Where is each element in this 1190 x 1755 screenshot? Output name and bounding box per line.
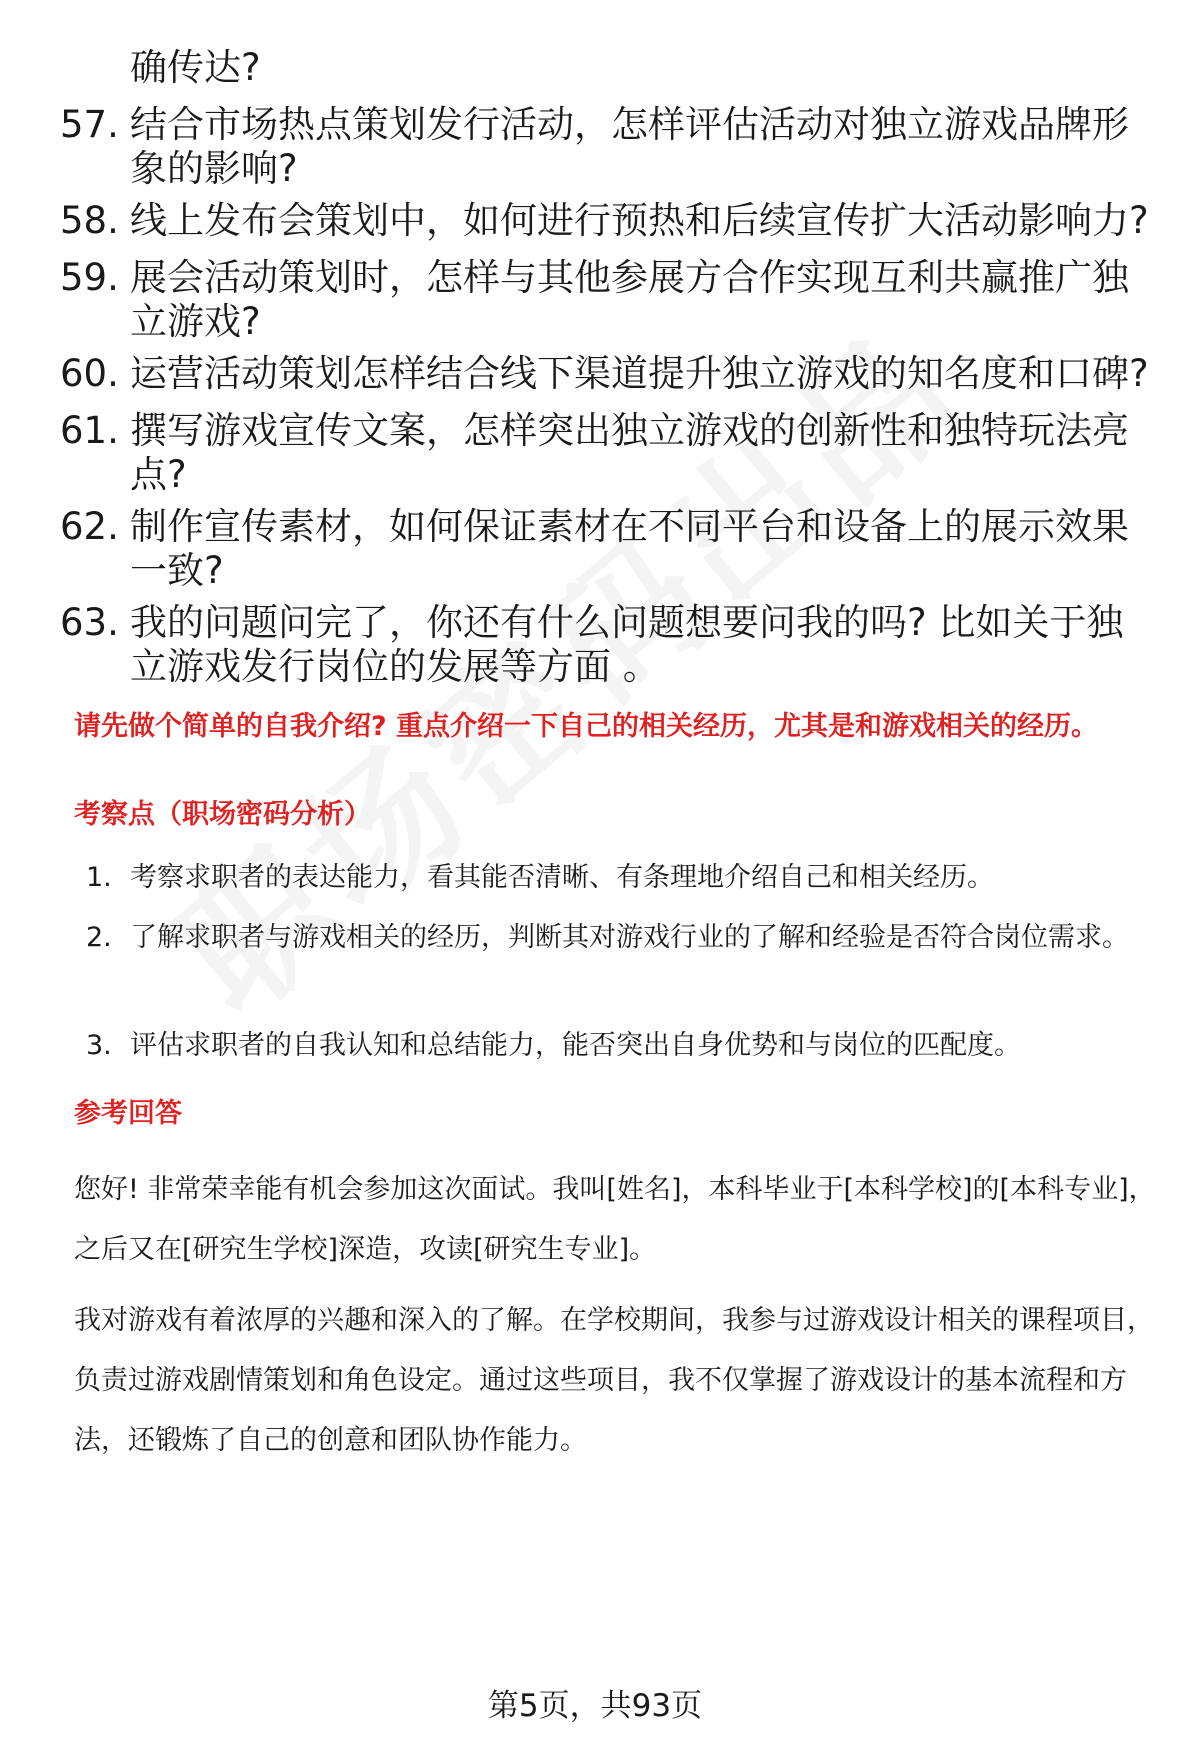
- question-text: 确传达?: [130, 46, 261, 89]
- question-text: 展会活动策划时，怎样与其他参展方合作实现互利共赢推广独立游戏?: [130, 256, 1129, 343]
- question-text: 撰写游戏宣传文案，怎样突出独立游戏的创新性和独特玩法亮点?: [130, 409, 1129, 496]
- question-text: 制作宣传素材，如何保证素材在不同平台和设备上的展示效果一致?: [130, 505, 1129, 592]
- question-text: 我的问题问完了，你还有什么问题想要问我的吗? 比如关于独立游戏发行岗位的发展等方面 。: [130, 601, 1124, 688]
- analysis-number: 2.: [86, 922, 112, 953]
- answer-paragraph: 我对游戏有着浓厚的兴趣和深入的了解。在学校期间，我参与过游戏设计相关的课程项目，负责过游戏剧情策划和角色设定。通过这些项目，我不仅掌握了游戏设计的基本流程和方法，还锻炼了自己的创意和团队协作能力。: [74, 1305, 1154, 1456]
- analysis-text: 评估求职者的自我认知和总结能力，能否突出自身优势和与岗位的匹配度。: [130, 1030, 1021, 1061]
- question-item: [60, 199, 1150, 243]
- question-number: 58.: [60, 199, 119, 242]
- question-item: [60, 601, 1150, 689]
- question-continuation: [60, 46, 1150, 90]
- page-footer: 第5页，共93页: [487, 1688, 703, 1724]
- question-text: 结合市场热点策划发行活动，怎样评估活动对独立游戏品牌形象的影响?: [130, 103, 1129, 190]
- question-text: 线上发布会策划中，如何进行预热和后续宣传扩大活动影响力?: [130, 199, 1149, 242]
- analysis-text: 考察求职者的表达能力，看其能否清晰、有条理地介绍自己和相关经历。: [130, 862, 994, 893]
- question-item: [60, 103, 1150, 191]
- question-number: 61.: [60, 409, 119, 452]
- question-item: [60, 256, 1150, 344]
- question-item: [60, 505, 1150, 593]
- question-item: [60, 409, 1150, 497]
- analysis-item: [86, 1016, 1156, 1076]
- question-number: 63.: [60, 601, 119, 644]
- question-text: 运营活动策划怎样结合线下渠道提升独立游戏的知名度和口碑?: [130, 352, 1149, 395]
- analysis-heading: 考察点（职场密码分析）: [74, 799, 371, 830]
- question-number: 62.: [60, 505, 119, 548]
- question-number: 60.: [60, 352, 119, 395]
- question-item: [60, 352, 1150, 396]
- analysis-number: 3.: [86, 1030, 112, 1061]
- analysis-item: [86, 908, 1156, 968]
- analysis-item: [86, 848, 1156, 908]
- answer-paragraph: 您好! 非常荣幸能有机会参加这次面试。我叫[姓名]，本科毕业于[本科学校]的[本科专业]，之后又在[研究生学校]深造，攻读[研究生专业]。: [74, 1174, 1156, 1265]
- question-number: 57.: [60, 103, 119, 146]
- question-number: 59.: [60, 256, 119, 299]
- answer-heading: 参考回答: [74, 1098, 182, 1129]
- analysis-number: 1.: [86, 862, 112, 893]
- analysis-text: 了解求职者与游戏相关的经历，判断其对游戏行业的了解和经验是否符合岗位需求。: [130, 922, 1129, 953]
- section-question: 请先做个简单的自我介绍? 重点介绍一下自己的相关经历，尤其是和游戏相关的经历。: [74, 711, 1099, 742]
